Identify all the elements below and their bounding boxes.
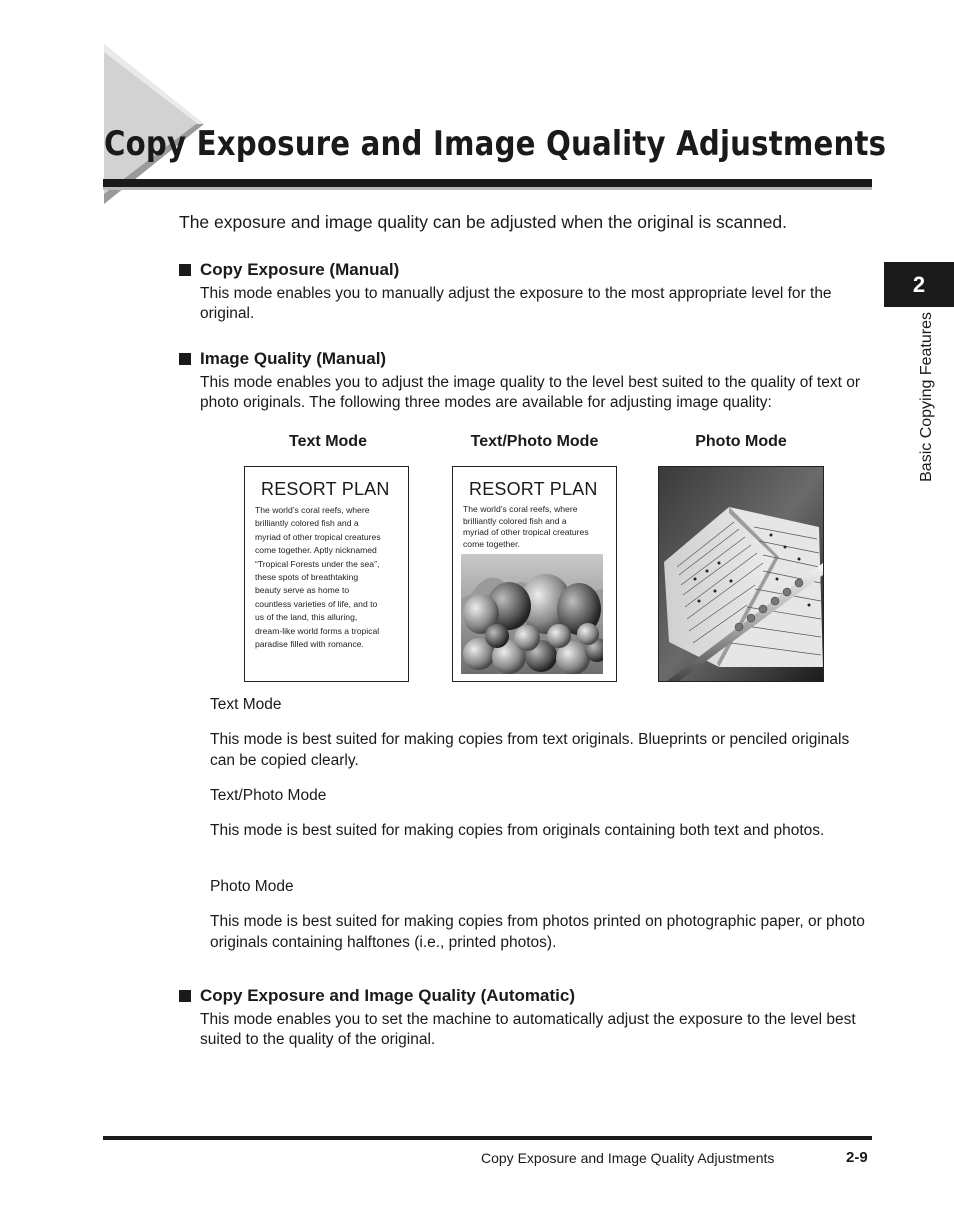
- chapter-side-label: Basic Copying Features: [918, 312, 935, 482]
- text-mode-sample: [244, 466, 409, 682]
- sample-doc-line: come together.: [463, 538, 520, 549]
- photo-mode-sample: [658, 466, 824, 682]
- page-title: Copy Exposure and Image Quality Adjustments: [104, 124, 887, 164]
- sample-doc-line: myriad of other tropical creatures: [463, 527, 589, 537]
- sample-doc-line: brilliantly colored fish and a: [463, 515, 567, 526]
- description-label-text-mode: Text Mode: [210, 696, 282, 713]
- sample-doc-line: The world’s coral reefs, where: [463, 504, 578, 514]
- text-photo-mode-sample: [452, 466, 617, 682]
- square-bullet-icon: [179, 990, 191, 1002]
- sample-doc-title: RESORT PLAN: [261, 479, 390, 499]
- description-text-text-photo-mode: This mode is best suited for making copies from originals containing both text and photos.: [210, 822, 825, 839]
- section-heading-text: Image Quality (Manual): [200, 349, 387, 368]
- sample-doc-text: [463, 504, 613, 550]
- section-heading-text: Copy Exposure and Image Quality (Automatic): [200, 986, 576, 1005]
- sample-doc-text: [255, 504, 405, 651]
- sample-doc-line: “Tropical Forests under the sea”,: [255, 558, 380, 569]
- page-number: 2-9: [846, 1149, 868, 1166]
- section-body-automatic: This mode enables you to set the machine to automatically adjust the exposure to the level best suited to the quality of the original.: [200, 1011, 856, 1048]
- section-heading-manual-quality: [179, 349, 386, 369]
- text-mode-heading: Text Mode: [289, 433, 367, 450]
- intro-text: The exposure and image quality can be adjusted when the original is scanned.: [179, 212, 788, 232]
- sample-doc-title: RESORT PLAN: [469, 479, 598, 499]
- section-body-manual-exposure: This mode enables you to manually adjust the exposure to the most appropriate level for the original.: [200, 285, 832, 322]
- sample-doc-line: myriad of other tropical creatures: [255, 531, 381, 542]
- footer-divider: [103, 1136, 872, 1140]
- photo-mode-heading: Photo Mode: [695, 433, 787, 450]
- sample-doc-line: countless varieties of life, and to: [255, 598, 378, 609]
- text-photo-mode-heading: Text/Photo Mode: [470, 433, 599, 450]
- sample-doc-line: paradise filled with romance.: [255, 639, 364, 650]
- description-label-photo-mode: Photo Mode: [210, 878, 294, 895]
- sample-doc-line: dream-like world forms a tropical: [255, 625, 380, 636]
- sample-doc-line: The world’s coral reefs, where: [255, 505, 370, 515]
- sample-doc-line: us of the land, this alluring,: [255, 612, 358, 623]
- section-heading-manual-exposure: [179, 260, 399, 280]
- description-label-text-photo-mode: Text/Photo Mode: [210, 787, 327, 804]
- sample-doc-line: beauty serve as home to: [255, 585, 350, 596]
- sample-doc-line: come together. Aptly nicknamed: [255, 545, 377, 556]
- sample-doc-line: brilliantly colored fish and a: [255, 518, 359, 529]
- chapter-tab: 2: [884, 262, 954, 307]
- sample-doc-line: these spots of breathtaking: [255, 572, 359, 583]
- square-bullet-icon: [179, 353, 191, 365]
- footer-section-title: Copy Exposure and Image Quality Adjustments: [481, 1150, 775, 1166]
- square-bullet-icon: [179, 264, 191, 276]
- sheet-music-flute-photo-image: [659, 467, 823, 681]
- fruit-photo-image: [461, 554, 603, 674]
- section-heading-automatic: [179, 986, 575, 1006]
- section-heading-text: Copy Exposure (Manual): [200, 260, 400, 279]
- section-body-manual-quality: This mode enables you to adjust the image quality to the level best suited to the quality of text or photo originals. The following three modes are available for adjusting image quality:: [200, 374, 860, 411]
- description-text-text-mode: This mode is best suited for making copies from text originals. Blueprints or penciled originals can be copied clearly.: [210, 731, 850, 769]
- title-divider-shadow: [103, 187, 872, 190]
- title-divider: [103, 179, 872, 187]
- description-text-photo-mode: This mode is best suited for making copies from photos printed on photographic paper, or photo originals containing halftones (i.e., printed photos).: [210, 913, 865, 951]
